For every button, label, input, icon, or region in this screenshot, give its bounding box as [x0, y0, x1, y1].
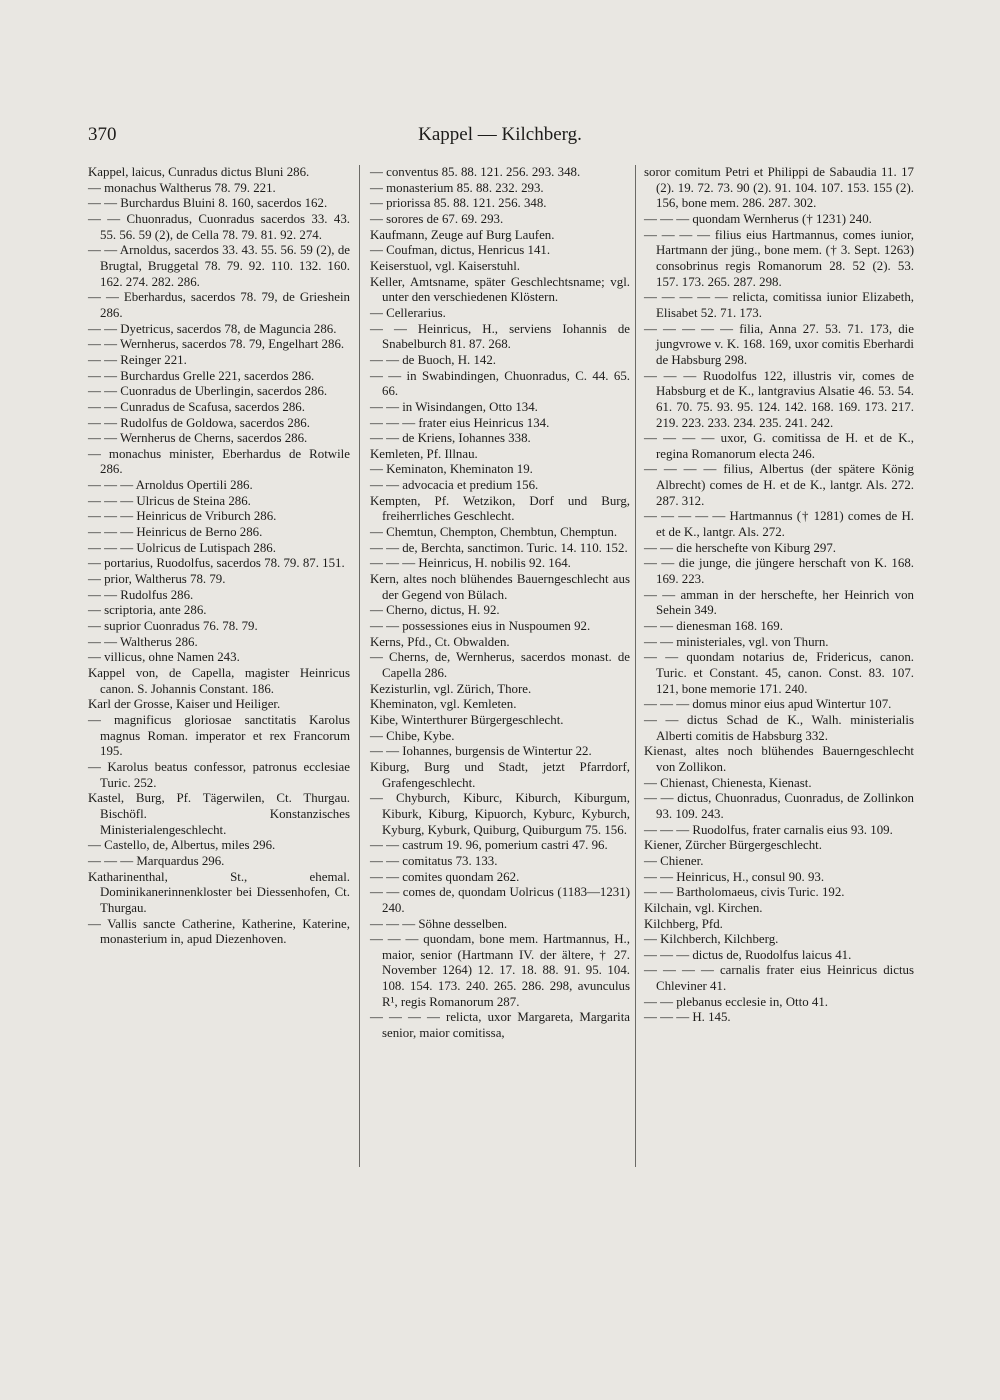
index-entry: Kerns, Pfd., Ct. Obwalden.	[370, 634, 510, 649]
index-entry: — magnificus gloriosae sanctitatis Karolus magnus Roman. imperator et rex Francorum 195.	[88, 712, 354, 759]
index-entry: — — Rudolfus 286.	[88, 587, 194, 602]
index-entry: — — — Heinricus de Vriburch 286.	[88, 509, 277, 524]
index-entry: — monachus minister, Eberhardus de Rotwile 286.	[88, 446, 354, 477]
index-entry: — scriptoria, ante 286.	[88, 603, 207, 618]
index-entry: Katharinenthal, St., ehemal. Dominikanerinnenkloster bei Diessenhofen, Ct. Thurgau.	[88, 869, 354, 915]
index-entry: — — Wernherus, sacerdos 78. 79, Engelhart 286.	[88, 337, 345, 352]
column-rule	[359, 165, 360, 1167]
index-entry: — suprior Cuonradus 76. 78. 79.	[88, 619, 258, 634]
index-entry: — sorores de 67. 69. 293.	[370, 211, 504, 226]
index-entry: — — — — relicta, uxor Margareta, Margarita senior, maior comitissa,	[370, 1010, 634, 1041]
index-entry: — — — Arnoldus Opertili 286.	[88, 478, 253, 493]
index-entry: — Karolus beatus confessor, patronus ecclesiae Turic. 252.	[88, 759, 353, 790]
index-entry: — — Cuonradus de Uberlingin, sacerdos 286.	[88, 384, 328, 399]
index-entry: — — — dictus de, Ruodolfus laicus 41.	[644, 947, 852, 962]
index-entry: — — Chuonradus, Cuonradus sacerdos 33. 43. 55. 56. 59 (2), de Cella 78. 79. 81. 92. 274.	[88, 211, 354, 242]
index-entry: — — — H. 145.	[644, 1010, 731, 1025]
index-entry: — — — domus minor eius apud Wintertur 107.	[644, 697, 892, 712]
index-entry: — — — — filius, Albertus (der spätere König Albrecht) comes de H. et de K., lantgr. Als. 272. 287. 312.	[644, 462, 918, 508]
index-entry: Kilchberg, Pfd.	[644, 916, 723, 931]
index-entry: — Chibe, Kybe.	[370, 728, 455, 743]
text-column-middle	[370, 165, 634, 1042]
text-column-right	[644, 165, 918, 1026]
index-entry: — Chyburch, Kiburc, Kiburch, Kiburgum, Kiburk, Kiburg, Kipuorch, Kyburc, Kyburch, Kyburg, Kyburk, Quiburg, Quiburgum 75. 156.	[370, 791, 634, 837]
index-entry: — Castello, de, Albertus, miles 296.	[88, 838, 276, 853]
index-entry: — Kilchberch, Kilchberg.	[644, 932, 779, 947]
index-entry: — — de Kriens, Iohannes 338.	[370, 431, 531, 446]
index-entry: Kern, altes noch blühendes Bauerngeschlecht aus der Gegend von Bülach.	[370, 572, 634, 602]
index-entry: — — die junge, die jüngere herschaft von K. 168. 169. 223.	[644, 556, 918, 587]
index-entry: Karl der Grosse, Kaiser und Heiliger.	[88, 697, 281, 712]
index-entry: Keller, Amtsname, später Geschlechtsname; vgl. unter den verschiedenen Klöstern.	[370, 274, 634, 305]
index-entry: — — — Söhne desselben.	[370, 916, 508, 931]
index-entry: — — die herschefte von Kiburg 297.	[644, 540, 837, 555]
index-entry: soror comitum Petri et Philippi de Sabaudia 11. 17 (2). 19. 72. 73. 90 (2). 91. 104. 107. 153. 155 (2). 156, bone mem. 286. 287. 302.	[644, 165, 918, 211]
index-entry: — — Arnoldus, sacerdos 33. 43. 55. 56. 59 (2), de Brugtal, Bruggetal 78. 79. 92. 110. 132. 160. 162. 274. 282. 286.	[88, 243, 354, 289]
index-entry: — — dictus Schad de K., Walh. ministerialis Alberti comitis de Habsburg 332.	[644, 712, 917, 743]
index-entry: — Cellerarius.	[370, 305, 446, 320]
index-entry: Kiener, Zürcher Bürgergeschlecht.	[644, 838, 822, 853]
index-entry: — — — quondam, bone mem. Hartmannus, H., maior, senior (Hartmann IV. der ältere, † 27. November 1264) 12. 17. 18. 88. 91. 95. 104. 108. 154. 173. 240. 265. 286. 298, avunculus R¹, regis Romanorum 287.	[370, 932, 634, 1009]
index-entry: — Keminaton, Kheminaton 19.	[370, 462, 533, 477]
index-entry: — Coufman, dictus, Henricus 141.	[370, 243, 551, 258]
index-entry: — — — — — Hartmannus († 1281) comes de H. et de K., lantgr. Als. 272.	[644, 509, 918, 540]
index-entry: — — — Ulricus de Steina 286.	[88, 493, 251, 508]
index-entry: — — possessiones eius in Nuspoumen 92.	[370, 619, 591, 634]
index-entry: — — Heinricus, H., consul 90. 93.	[644, 869, 825, 884]
index-entry: — Chienast, Chienesta, Kienast.	[644, 775, 812, 790]
index-entry: Kempten, Pf. Wetzikon, Dorf und Burg, freiherrliches Geschlecht.	[370, 493, 634, 524]
index-entry: — — ministeriales, vgl. von Thurn.	[644, 634, 829, 649]
index-entry: — — Cunradus de Scafusa, sacerdos 286.	[88, 399, 305, 414]
index-entry: Kheminaton, vgl. Kemleten.	[370, 697, 517, 712]
index-entry: Kappel von, de Capella, magister Heinricus canon. S. Johannis Constant. 186.	[88, 666, 354, 696]
index-entry: — — — — carnalis frater eius Heinricus dictus Chleviner 41.	[644, 963, 918, 994]
index-entry: — — amman in der herschefte, her Heinrich von Sehein 349.	[644, 587, 918, 618]
index-entry: — — Dyetricus, sacerdos 78, de Maguncia 286.	[88, 321, 337, 336]
index-entry: — — Burchardus Bluini 8. 160, sacerdos 162.	[88, 196, 328, 211]
index-entry: — — Iohannes, burgensis de Wintertur 22.	[370, 744, 592, 759]
page-number: 370	[88, 124, 117, 145]
index-entry: — — — Marquardus 296.	[88, 853, 225, 868]
index-entry: Kiburg, Burg und Stadt, jetzt Pfarrdorf, Grafengeschlecht.	[370, 759, 634, 790]
index-entry: — — — Ruodolfus 122, illustris vir, comes de Habsburg et de K., lantgravius Alsatie 46. 53. 54. 61. 70. 75. 93. 95. 124. 142. 168. 169. 173. 217. 219. 223. 233. 234. 235. 241. 242.	[644, 368, 918, 430]
index-entry: — — quondam notarius de, Fridericus, canon. Turic. et Constant. 45, canon. Const. 83. 107. 121, bone memorie 171. 240.	[644, 650, 918, 696]
index-entry: — — dictus, Chuonradus, Cuonradus, de Zollinkon 93. 109. 243.	[644, 791, 918, 821]
index-entry: — — plebanus ecclesie in, Otto 41.	[644, 994, 829, 1009]
index-entry: — — Heinricus, H., serviens Iohannis de Snabelburch 81. 87. 268.	[370, 321, 634, 352]
index-entry: — — de Buoch, H. 142.	[370, 352, 497, 367]
index-entry: — — — frater eius Heinricus 134.	[370, 415, 550, 430]
index-entry: Kilchain, vgl. Kirchen.	[644, 900, 763, 915]
index-entry: Kappel, laicus, Cunradus dictus Bluni 286.	[88, 165, 310, 179]
index-entry: — — comes de, quondam Uolricus (1183—1231) 240.	[370, 885, 634, 915]
index-entry: — — — Uolricus de Lutispach 286.	[88, 540, 276, 555]
index-entry: — — — Ruodolfus, frater carnalis eius 93. 109.	[644, 822, 893, 837]
index-entry: — Vallis sancte Catherine, Katherine, Katerine, monasterium in, apud Diezenhoven.	[88, 916, 354, 947]
index-entry: — monasterium 85. 88. 232. 293.	[370, 180, 544, 195]
text-column-left	[88, 165, 354, 948]
index-entry: — — Eberhardus, sacerdos 78. 79, de Grieshein 286.	[88, 290, 354, 320]
index-entry: — priorissa 85. 88. 121. 256. 348.	[370, 196, 547, 211]
index-entry: — monachus Waltherus 78. 79. 221.	[88, 180, 276, 195]
index-entry: Kezisturlin, vgl. Zürich, Thore.	[370, 681, 532, 696]
index-entry: — — castrum 19. 96, pomerium castri 47. 96.	[370, 838, 608, 853]
index-entry: Kibe, Winterthurer Bürgergeschlecht.	[370, 712, 564, 727]
index-entry: — — — — filius eius Hartmannus, comes iunior, Hartmann der jüng., bone mem. († 3. Sept. 1263) consobrinus regis Romanorum 28. 52 (2). 53. 157. 173. 265. 287. 298.	[644, 227, 918, 289]
index-entry: — — Bartholomaeus, civis Turic. 192.	[644, 885, 845, 900]
index-entry: — — in Wisindangen, Otto 134.	[370, 399, 538, 414]
running-head: Kappel — Kilchberg.	[418, 124, 582, 145]
index-entry: — — — — — relicta, comitissa iunior Elizabeth, Elisabet 52. 71. 173.	[644, 290, 918, 320]
index-entry: Keiserstuol, vgl. Kaiserstuhl.	[370, 258, 521, 273]
index-entry: — — Reinger 221.	[88, 352, 187, 367]
index-entry: — — dienesman 168. 169.	[644, 619, 783, 634]
index-entry: — — Burchardus Grelle 221, sacerdos 286.	[88, 368, 315, 383]
index-entry: — — — — — filia, Anna 27. 53. 71. 173, die jungvrowe v. K. 168. 169, uxor comitis Eberhardi de Habsburg 298.	[644, 321, 918, 367]
index-entry: — Cherns, de, Wernherus, sacerdos monast. de Capella 286.	[370, 650, 634, 680]
index-entry: — Chiener.	[644, 853, 704, 868]
index-entry: — — in Swabindingen, Chuonradus, C. 44. 65. 66.	[370, 368, 634, 399]
index-entry: — Cherno, dictus, H. 92.	[370, 603, 500, 618]
index-entry: — — — Heinricus, H. nobilis 92. 164.	[370, 556, 571, 571]
index-entry: Kienast, altes noch blühendes Bauerngeschlecht von Zollikon.	[644, 744, 918, 774]
index-entry: Kemleten, Pf. Illnau.	[370, 446, 478, 461]
index-entry: — — de, Berchta, sanctimon. Turic. 14. 110. 152.	[370, 540, 628, 555]
index-entry: — — — — uxor, G. comitissa de H. et de K., regina Romanorum electa 246.	[644, 431, 918, 461]
index-entry: — villicus, ohne Namen 243.	[88, 650, 240, 665]
index-entry: — — advocacia et predium 156.	[370, 478, 539, 493]
index-entry: Kastel, Burg, Pf. Tägerwilen, Ct. Thurgau. Bischöfl. Konstanzisches Ministerialengeschlecht.	[88, 791, 354, 837]
index-entry: — — comitatus 73. 133.	[370, 853, 498, 868]
index-entry: — — — quondam Wernherus († 1231) 240.	[644, 211, 872, 226]
index-entry: — portarius, Ruodolfus, sacerdos 78. 79. 87. 151.	[88, 556, 345, 571]
column-rule	[635, 165, 636, 1167]
index-entry: Kaufmann, Zeuge auf Burg Laufen.	[370, 227, 555, 242]
index-entry: — Chemtun, Chempton, Chembtun, Chemptun.	[370, 525, 618, 540]
index-entry: — prior, Waltherus 78. 79.	[88, 572, 226, 587]
index-entry: — — Rudolfus de Goldowa, sacerdos 286.	[88, 415, 310, 430]
index-entry: — — Waltherus 286.	[88, 634, 198, 649]
index-entry: — — Wernherus de Cherns, sacerdos 286.	[88, 431, 308, 446]
index-entry: — — — Heinricus de Berno 286.	[88, 525, 263, 540]
index-entry: — conventus 85. 88. 121. 256. 293. 348.	[370, 165, 581, 179]
index-entry: — — comites quondam 262.	[370, 869, 520, 884]
